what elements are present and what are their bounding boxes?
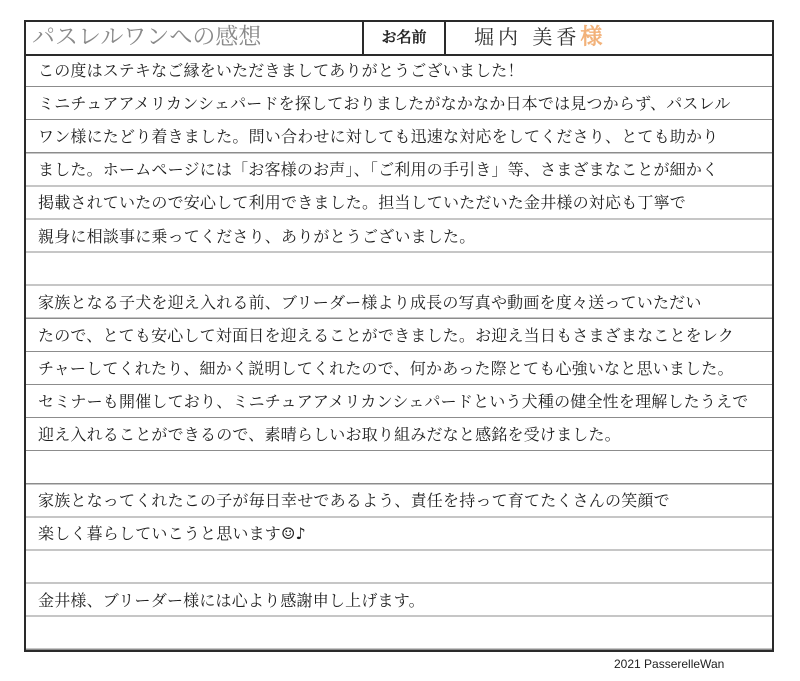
- handwritten-line: セミナーも開催しており、ミニチュアアメリカンシェパードという犬種の健全性を理解したうえで: [38, 392, 749, 411]
- handwritten-line: 家族となる子犬を迎え入れる前、ブリーダー様より成長の写真や動画を度々送っていただい: [38, 292, 702, 312]
- name-label: お名前: [364, 22, 446, 54]
- ruled-writing-area: [26, 54, 772, 650]
- handwritten-line: チャーしてくれたり、細かく説明してくれたので、何かあった際とても心強いなと思いました。: [38, 358, 734, 378]
- handwritten-line: ワン様にたどり着きました。問い合わせに対しても迅速な対応をしてくださり、とても助かり: [38, 127, 719, 147]
- form-header: [26, 22, 772, 56]
- handwritten-line: たので、とても安心して対面日を迎えることができました。お迎え当日もさまざまなことをレク: [38, 325, 734, 345]
- handwritten-line: [38, 551, 763, 584]
- handwritten-line: [38, 253, 763, 286]
- handwritten-line: 親身に相談事に乗ってくださり、ありがとうございました。: [38, 226, 476, 246]
- form-title: パスレルワンへの感想: [26, 22, 364, 54]
- handwritten-line: [38, 451, 763, 484]
- name-field: [446, 22, 772, 54]
- handwritten-line: [38, 617, 763, 650]
- handwritten-line: 楽しく暮らしていこうと思います☺♪: [38, 524, 306, 544]
- handwritten-line: 迎え入れることができるので、素晴らしいお取り組みだなと感銘を受けました。: [38, 425, 621, 445]
- honorific-suffix: 様: [580, 25, 603, 50]
- handwritten-line: ました。ホームページには「お客様のお声」、「ご利用の手引き」等、さまざまなことが細かく: [38, 160, 719, 180]
- handwritten-line: ミニチュアアメリカンシェパードを探しておりましたがなかなか日本では見つからず、パスレル: [38, 94, 731, 114]
- handwritten-line: 家族となってくれたこの子が毎日幸せであるよう、責任を持って育てたくさんの笑顔で: [38, 491, 670, 511]
- footer-credit: 2021 PasserelleWan: [614, 657, 725, 671]
- feedback-form: [24, 20, 774, 652]
- handwritten-line: この度はステキなご縁をいただきましてありがとうございました！: [38, 61, 524, 80]
- customer-name: 堀内 美香: [474, 25, 581, 49]
- handwritten-line: 金井様、ブリーダー様には心より感謝申し上げます。: [38, 590, 425, 610]
- handwritten-line: 掲載されていたので安心して利用できました。担当していただいた金井様の対応も丁寧で: [38, 193, 687, 213]
